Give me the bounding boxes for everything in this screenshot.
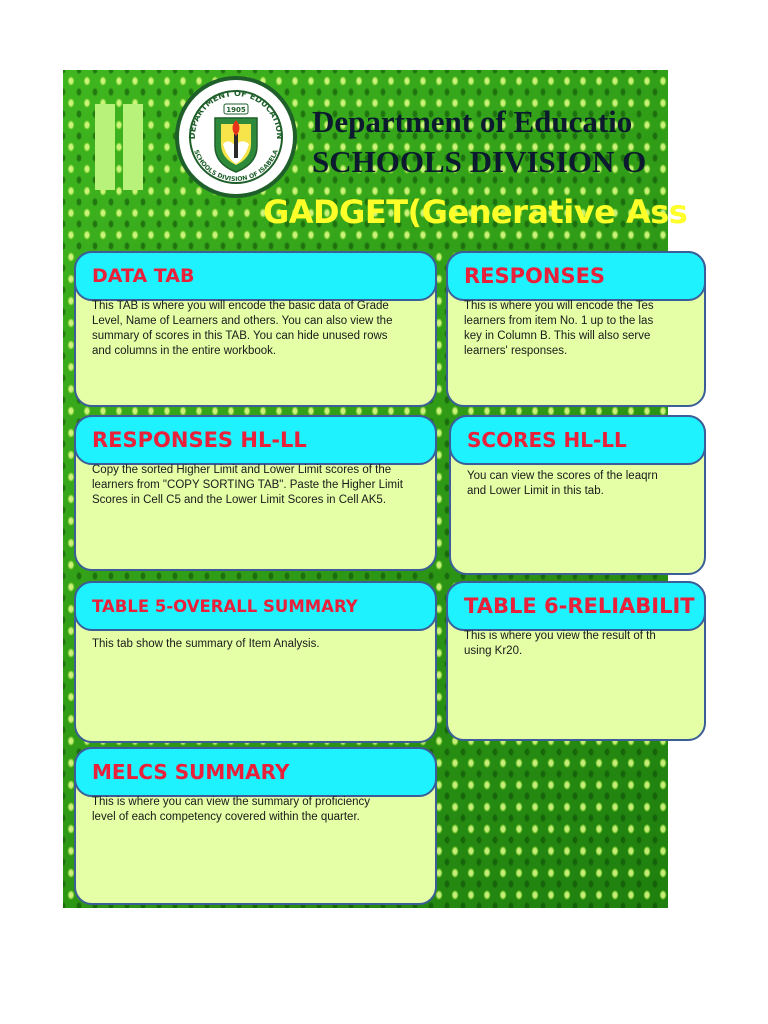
card-description: This is where you can view the summary of proficiency level of each competency covered within the quarter. bbox=[92, 796, 371, 823]
gadget-banner-title: GADGET(Generative Ass bbox=[263, 193, 688, 231]
card-description: This TAB is where you will encode the basic data of Grade Level, Name of Learners and others. You can also view the summary of scores in this TAB. You can hide unused rows and columns in the entire workbook. bbox=[92, 300, 393, 357]
card-description: You can view the scores of the leaqrn and Lower Limit in this tab. bbox=[467, 470, 658, 497]
card-table-5-overall-summary[interactable] bbox=[74, 581, 437, 743]
spreadsheet-canvas bbox=[63, 70, 695, 908]
card-scores-hl-ll[interactable] bbox=[449, 415, 706, 575]
card-responses-hl-ll[interactable] bbox=[74, 415, 437, 571]
card-title: DATA TAB bbox=[74, 251, 437, 301]
card-title: RESPONSES bbox=[446, 251, 706, 301]
department-title: Department of Educatio bbox=[312, 104, 633, 139]
seal-bottom-text: SCHOOLS DIVISION OF ISABELA bbox=[192, 148, 280, 184]
seal-top-text: DEPARTMENT OF EDUCATION bbox=[186, 87, 286, 140]
deped-seal-logo bbox=[175, 76, 297, 198]
card-melcs-summary[interactable] bbox=[74, 747, 437, 905]
card-title: SCORES HL-LL bbox=[449, 415, 706, 465]
card-description: This is where you view the result of th using Kr20. bbox=[464, 630, 656, 657]
card-title: TABLE 5-OVERALL SUMMARY bbox=[74, 581, 437, 631]
card-title: MELCS SUMMARY bbox=[74, 747, 437, 797]
card-title: RESPONSES HL-LL bbox=[74, 415, 437, 465]
card-data-tab[interactable] bbox=[74, 251, 437, 407]
card-title: TABLE 6-RELIABILIT bbox=[446, 581, 706, 631]
seal-year: 1905 bbox=[226, 106, 246, 114]
card-description: This tab show the summary of Item Analysis. bbox=[92, 638, 320, 650]
division-title: SCHOOLS DIVISION O bbox=[312, 144, 647, 179]
decorative-bar bbox=[123, 104, 143, 190]
card-description: Copy the sorted Higher Limit and Lower Limit scores of the learners from "COPY SORTING TAB". Paste the Higher Limit Scores in Cell C5 and the Lower Limit Scores in Cell AK5. bbox=[92, 464, 403, 506]
decorative-bar bbox=[95, 104, 115, 190]
card-table-6-reliability[interactable] bbox=[446, 581, 706, 741]
card-description: This is where you will encode the Tes learners from item No. 1 up to the las key in Column B. This will also serve learners' responses. bbox=[464, 300, 654, 357]
card-responses[interactable] bbox=[446, 251, 706, 407]
